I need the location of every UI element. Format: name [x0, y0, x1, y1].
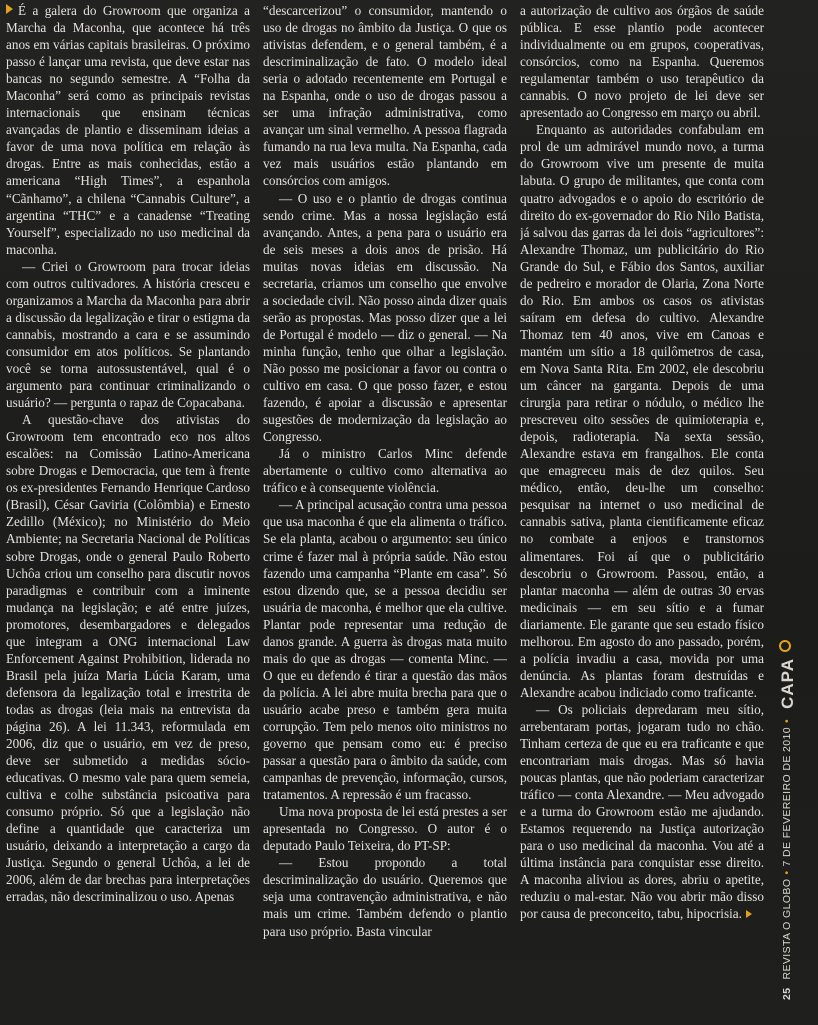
article-paragraph: Já o ministro Carlos Minc defende abertamente o cultivo como alternativa ao tráfico e à consequente violência. [263, 446, 507, 496]
circle-icon [779, 640, 791, 652]
magazine-name: REVISTA O GLOBO [781, 878, 793, 980]
folio-separator: • [781, 718, 793, 723]
article-paragraph: — Estou propondo a total descriminalização do usuário. Queremos que seja uma contravenção administrativa, e não mais um crime. Também defendo o plantio para uso próprio. Basta vincular [263, 855, 507, 939]
article-paragraph [6, 2, 250, 258]
article-column-2 [263, 2, 507, 1012]
page-number: 25 [781, 987, 793, 1000]
page-folio [778, 640, 798, 1000]
section-label: CAPA [778, 657, 797, 709]
issue-date: 7 DE FEVEREIRO DE 2010 [781, 726, 793, 867]
triangle-right-icon [6, 4, 13, 14]
article-paragraph: Enquanto as autoridades confabulam em prol de um admirável mundo novo, a turma do Growroom vive um presente de muita labuta. O grupo de militantes, que conta com quatro advogados e o apoio do escritório de direito do ex-governador do Rio Nilo Batista, já salvou das garras da lei dois “agricultores”: Alexandre Thomaz, um publicitário do Rio Grande do Sul, e Fábio dos Santos, auxiliar de pedreiro e morador de Olaria, Zona Norte do Rio. Em ambos os casos os ativistas saíram em defesa do cultivo. Alexandre Thomaz tem 40 anos, vive em Canoas e mantém um sítio a 18 quilômetros de casa, em Nova Santa Rita. Em 2002, ele descobriu um câncer na garganta. Depois de uma cirurgia para retirar o nódulo, o médico lhe prescreveu oito sessões de quimioterapia e, depois, radioterapia. Na sexta sessão, Alexandre estava em frangalhos. Ele conta que emagreceu mais de dez quilos. Seu médico, então, deu-lhe um conselho: pesquisar na internet o uso medicinal de cannabis sativa, planta cientificamente eficaz no combate a enjoos e transtornos alimentares. Foi aí que o publicitário descobriu o Growroom. Passou, então, a plantar maconha — além de outras 30 ervas medicinais — em seu sítio e a fumar diariamente. Ele garante que seu estado físico melhorou. Em agosto do ano passado, porém, a polícia invadiu a casa, movida por uma denúncia. As plantas foram destruídas e Alexandre acabou indiciado como traficante. [520, 122, 764, 700]
article-paragraph: — Criei o Growroom para trocar ideias com outros cultivadores. A história cresceu e organizamos a Marcha da Maconha para abrir a discussão da legalização e tirar o estigma da cannabis, mostrando a cara e se assumindo consumidor em atos políticos. Se plantando você se torna autossustentável, qual é o argumento para continuar criminalizando o usuário? — pergunta o rapaz de Copacabana. [6, 258, 250, 411]
article-paragraph: A questão-chave dos ativistas do Growroom tem encontrado eco nos altos escalões: na Comissão Latino-Americana sobre Drogas e Democracia, que tem à frente os ex-presidentes Fernando Henrique Cardoso (Brasil), César Gaviria (Colômbia) e Ernesto Zedillo (México); no Ministério do Meio Ambiente; na Secretaria Nacional de Políticas sobre Drogas, onde o general Paulo Roberto Uchôa criou um conselho para discutir novos paradigmas e contribuir com a iminente mudança na legislação; e até entre juízes, promotores, desembargadores e delegados que integram a ONG internacional Law Enforcement Against Prohibition, liderada no Brasil pela juíza Maria Lúcia Karam, uma defensora da legalização total e irrestrita de todas as drogas (leia mais na entrevista da página 26). A lei 11.343, reformulada em 2006, diz que o usuário, em vez de preso, deve ser submetido a medidas sócio-educativas. O mesmo vale para quem semeia, cultiva e colhe substância psicoativa para consumo próprio. Só que a legislação não define a quantidade que caracteriza um usuário, deixando a interpretação a cargo da Justiça. Segundo o general Uchôa, a lei de 2006, além de dar brechas para interpretações erradas, não descriminalizou o uso. Apenas [6, 412, 250, 905]
article-paragraph [520, 701, 764, 923]
article-paragraph: Uma nova proposta de lei está prestes a ser apresentada no Congresso. O autor é o deputado Paulo Teixeira, do PT-SP: [263, 804, 507, 854]
article-paragraph: — O uso e o plantio de drogas continua sendo crime. Mas a nossa legislação está avançando. Antes, a pena para o usuário era de seis meses a dois anos de prisão. Há muitas novas ideias em discussão. Na secretaria, criamos um conselho que envolve a sociedade civil. Não posso ainda dizer quais serão as propostas. Mas posso dizer que a lei de Portugal é modelo — diz o general. — Na minha função, tenho que olhar a legislação. Não posso me posicionar a favor ou contra o cultivo em casa. O que posso fazer, e estou fazendo, é apoiar a discussão e apresentar sugestões de modernização da legislação ao Congresso. [263, 190, 507, 445]
folio-separator: • [781, 870, 793, 875]
article-paragraph: a autorização de cultivo aos órgãos de saúde pública. E esse plantio pode acontecer individualmente ou em grupos, cooperativas, consórcios, como na Espanha. Queremos regulamentar também o uso terapêutico da cannabis. O novo projeto de lei deve ser apresentado ao Congresso em março ou abril. [520, 3, 764, 121]
paragraph-text: — Os policiais depredaram meu sítio, arrebentaram portas, jogaram tudo no chão. Tinham certeza de que eu era traficante e que encontrariam mais drogas. Mas só havia poucas plantas, que não poderiam caracterizar tráfico — conta Alexandre. — Meu advogado e a turma do Growroom estão me ajudando. Estamos requerendo na Justiça autorização para o uso medicinal da maconha. Vou até a última instância para conquistar esse direito. A maconha aliviou as dores, abriu o apetite, reduziu o mal-estar. Não vou abrir mão disso por causa de preconceito, tabu, hipocrisia. [520, 701, 764, 922]
end-marker-icon [746, 910, 752, 918]
article-paragraph: — A principal acusação contra uma pessoa que usa maconha é que ela alimenta o tráfico. Se ela planta, acabou o argumento: seu único crime é fazer mal à própria saúde. Não estou fazendo uma campanha “Plante em casa”. Só estou dizendo que, se a pessoa decidiu ser usuária de maconha, é melhor que ela cultive. Plantar pode representar uma redução de danos grande. A guerra às drogas mata muito mais do que as drogas — comenta Minc. — O que eu defendo é tirar a questão das mãos da polícia. A lei abre muita brecha para que o usuário acabe preso e também gera muita corrupção. Tem pelo menos oito ministros no governo que pensam como eu: é preciso passar a questão para o âmbito da saúde, com campanhas de prevenção, informação, cursos, tratamentos. A repressão é um fracasso. [263, 497, 507, 803]
paragraph-text: É a galera do Growroom que organiza a Marcha da Maconha, que acontece há três anos em várias capitais brasileiras. O próximo passo é lançar uma revista, que deve estar nas bancas no segundo semestre. A “Folha da Maconha” será como as principais revistas internacionais que ensinam técnicas avançadas de plantio e disseminam ideias a favor de uma nova política em relação às drogas. Entre as mais conhecidas, estão a americana “High Times”, a espanhola “Cãnhamo”, a chilena “Cannabis Culture”, a argentina “THC” e a canadense “Treating Yourself”, especializado no uso medicinal da maconha. [6, 3, 250, 257]
article-paragraph: “descarcerizou” o consumidor, mantendo o uso de drogas no âmbito da Justiça. O que os ativistas defendem, e o general também, é a descriminalização de fato. O modelo ideal seria o adotado recentemente em Portugal e na Espanha, onde o uso de drogas passou a ser uma infração administrativa, como avançar um sinal vermelho. A pessoa flagrada fumando na rua leva multa. Na Espanha, cada vez mais usuários estão plantando em consórcios com amigos. [263, 3, 507, 189]
article-column-1 [6, 2, 250, 1012]
article-column-3 [520, 2, 764, 1012]
